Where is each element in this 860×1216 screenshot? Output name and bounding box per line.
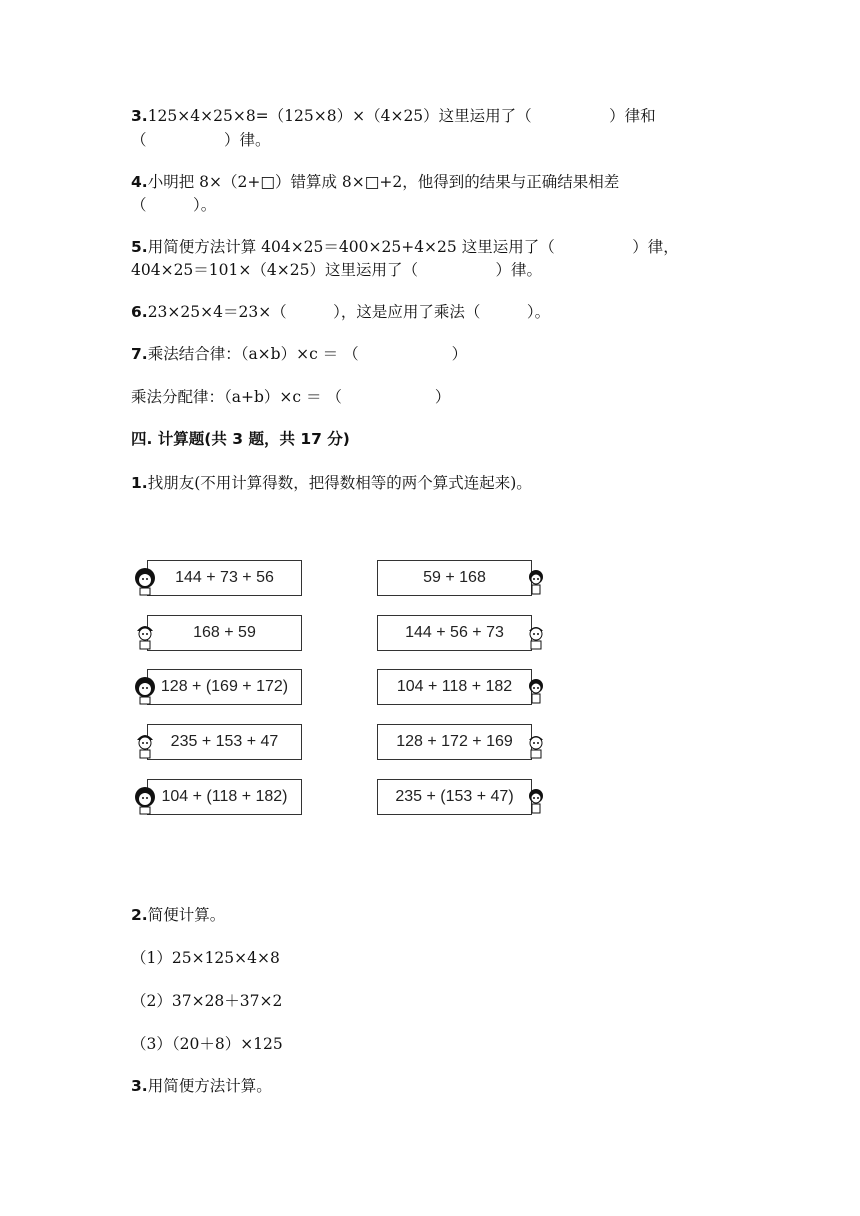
child-girl-icon: [133, 785, 157, 815]
right-expression-card: 104 + 118 + 182: [377, 669, 532, 705]
question-text: 简便计算。: [147, 906, 226, 924]
child-girl-icon: [133, 566, 157, 596]
question-number: 7.: [131, 345, 148, 363]
question-number: 5.: [131, 238, 148, 256]
question-text: 乘法结合律：（a×b）×c ＝ （ ）: [147, 345, 468, 363]
section-title: 四. 计算题(共 3 题，共 17 分): [131, 430, 350, 448]
question-7-distributive: 乘法分配律：（a+b）×c ＝ （ ）: [131, 388, 451, 406]
question-number: 3.: [131, 1077, 148, 1095]
child-girl-icon: [524, 785, 548, 815]
question-3-line-2: （ ）律。: [131, 131, 271, 149]
question-number: 1.: [131, 474, 148, 492]
question-text: 用简便方法计算 404×25＝400×25+4×25 这里运用了（ ）律，: [147, 238, 679, 256]
calc-item-2: （2）37×28＋37×2: [131, 992, 283, 1010]
right-expression-card: 235 + (153 + 47): [377, 779, 532, 815]
question-text: 125×4×25×8=（125×8）×（4×25）这里运用了（ ）律和: [147, 107, 656, 125]
child-boy-icon: [133, 730, 157, 760]
calc-question-1: [131, 473, 532, 493]
left-expression-card: 168 + 59: [147, 615, 302, 651]
child-boy-icon: [133, 621, 157, 651]
child-girl-icon: [133, 675, 157, 705]
right-expression-card: 59 + 168: [377, 560, 532, 596]
left-expression-card: 235 + 153 + 47: [147, 724, 302, 760]
question-number: 4.: [131, 173, 148, 191]
question-4-line-1: [131, 172, 619, 192]
question-text: 23×25×4＝23×（ ），这是应用了乘法（ ）。: [147, 303, 551, 321]
question-6: [131, 302, 550, 322]
child-girl-icon: [524, 566, 548, 596]
calc-item-3: （3）（20＋8）×125: [131, 1035, 283, 1053]
question-7-associative: [131, 344, 467, 364]
question-text: 找朋友(不用计算得数，把得数相等的两个算式连起来)。: [147, 474, 532, 492]
right-expression-card: 128 + 172 + 169: [377, 724, 532, 760]
child-girl-icon: [524, 675, 548, 705]
right-expression-card: 144 + 56 + 73: [377, 615, 532, 651]
question-text: 用简便方法计算。: [147, 1077, 272, 1095]
child-boy-icon: [524, 730, 548, 760]
question-text: 小明把 8×（2+□）错算成 8×□+2，他得到的结果与正确结果相差: [147, 173, 620, 191]
child-boy-icon: [524, 621, 548, 651]
question-number: 3.: [131, 107, 148, 125]
left-expression-card: 128 + (169 + 172): [147, 669, 302, 705]
question-4-line-2: （ ）。: [131, 196, 217, 214]
calc-question-3: [131, 1076, 272, 1096]
calc-item-1: （1）25×125×4×8: [131, 949, 280, 967]
left-expression-card: 104 + (118 + 182): [147, 779, 302, 815]
calc-question-2: [131, 905, 225, 925]
left-expression-card: 144 + 73 + 56: [147, 560, 302, 596]
question-number: 6.: [131, 303, 148, 321]
question-5-line-2: 404×25＝101×（4×25）这里运用了（ ）律。: [131, 261, 542, 279]
question-3-line-1: [131, 106, 656, 126]
question-number: 2.: [131, 906, 148, 924]
question-5-line-1: [131, 237, 679, 257]
